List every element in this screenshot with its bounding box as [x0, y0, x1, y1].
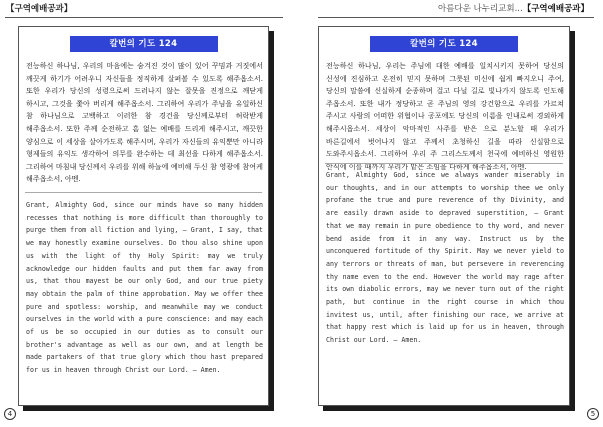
header-section-label: 【구역예배공과】: [522, 4, 589, 14]
page-number-right: 5: [587, 408, 599, 420]
english-prayer-text: Grant, Almighty God, since we always wander miserably in our thoughts, and in our attempts to worship thee we only profane the true and pure reverence of thy Divinity, and are easily drawn aside to depraved superstition, — Grant that we may remain in pure obedience to thy word, and never bend aside from it in any way. Instruct us by the unconquered fortitude of thy Spirit. May we never yield to any terrors or threats of man, but persevere in reverencing thy name even to the end. However the world may rage after its own diabolic errors, may we never turn out of the right path, but continue in the right course in which thou invitest us, until, after finishing our race, we arrive at that happy rest which is laid up for us in heaven, through Christ our Lord. — Amen.: [326, 171, 564, 345]
prayer-panel-left: [18, 26, 269, 406]
section-divider: [25, 192, 262, 193]
header-left-label: 【구역예배공과】: [6, 4, 73, 14]
header-rule-left: [5, 17, 283, 18]
header-right-label: [438, 4, 589, 15]
prayer-panel-right: [318, 26, 570, 406]
header-rule-right: [318, 17, 594, 18]
section-divider: [325, 163, 563, 164]
korean-prayer-text: 전능하신 하나님, 우리는 주님에 대한 예배를 일치시키지 못하여 당신의 신성에 진심하고 온전히 믿지 못하며 그릇된 미신에 쉽게 빠지오니 주여, 당신의 말씀에 신실하게 순종하며 걸고 다닐 길로 빛나가지 않도록 인도해 주옵소서. 또한 내가 정당하고 곧 주님의 영의 강건함으로 우리를 가르쳐 주시고 사람의 어떠한 위협이나 공포에도 당신의 이름을 인내로써 경외하게 해주시옵소서. 세상이 악마적인 사주를 받은 으로 분노할 때 우리가 바른길에서 벗어나지 않고 주께서 초청하신 길을 따라 신실함으로 도와주시옵소서. 그리하여 우리 주 그리스도께서 천국에 예비하신 영원한 안식에 이를 때까지 우리가 맡은 소임을 다하게 해주옵소서, 아멘.: [326, 61, 564, 171]
korean-prayer-text: 전능하신 하나님, 우리의 마음에는 숨겨진 것이 많이 있어 꾸밈과 거짓에서 깨끗게 하기가 어려우니 자신들을 정직하게 살펴볼 수 있도록 해주옵소서. 또한 우리가 당신의 성령으로써 드러나지 않는 잘못을 진정으로 깨닫게 하시고, 그것을 쫓아 버리게 해주옵소서. 그리하여 우리가 주님을 유일하신 참 하나님으로 고백하고 이러한 참 경건을 당신께로부터 허락받게 해주옵소서. 또한 주께 순전하고 흠 없는 예배를 드리게 해주시고, 깨끗한 양심으로 이 세상을 살아가도록 해주시며, 우리가 자신들의 유익뿐만 아니라 형제들의 유익도 생각하여 의무를 완수하는 데 최선을 다하게 해주옵소서. 그리하여 마침내 당신께서 우리를 위해 하늘에 예비해 두신 참 영광에 참여케 해주옵소서, 아멘.: [26, 61, 263, 184]
prayer-title: 칼번의 기도 124: [370, 36, 518, 52]
header-church-name: 아름다운 나누리교회...: [438, 4, 523, 14]
english-prayer-text: Grant, Almighty God, since our minds have so many hidden recesses that nothing is more difficult than thoroughly to purge them from all fiction and lying, — Grant, I say, that we may honestly examine ourselves. Do thou also shine upon us with the light of thy Holy Spirit: may we truly acknowledge our hidden faults and put them far away from us, that thou mayest be our only God, and our true piety may obtain the palm of thine approbation. May we offer thee pure and spotless: worship, and meanwhile may we conduct ourselves in the world with a pure conscience: and may each of us be so occupied in our duties as to consult our brother's advantage as well as our own, and at length be made partakers of that true glory which thou hast prepared for us in heaven through Christ our Lord. — Amen.: [26, 201, 263, 375]
prayer-title: 칼번의 기도 124: [70, 36, 218, 52]
page-number-left: 4: [4, 408, 16, 420]
